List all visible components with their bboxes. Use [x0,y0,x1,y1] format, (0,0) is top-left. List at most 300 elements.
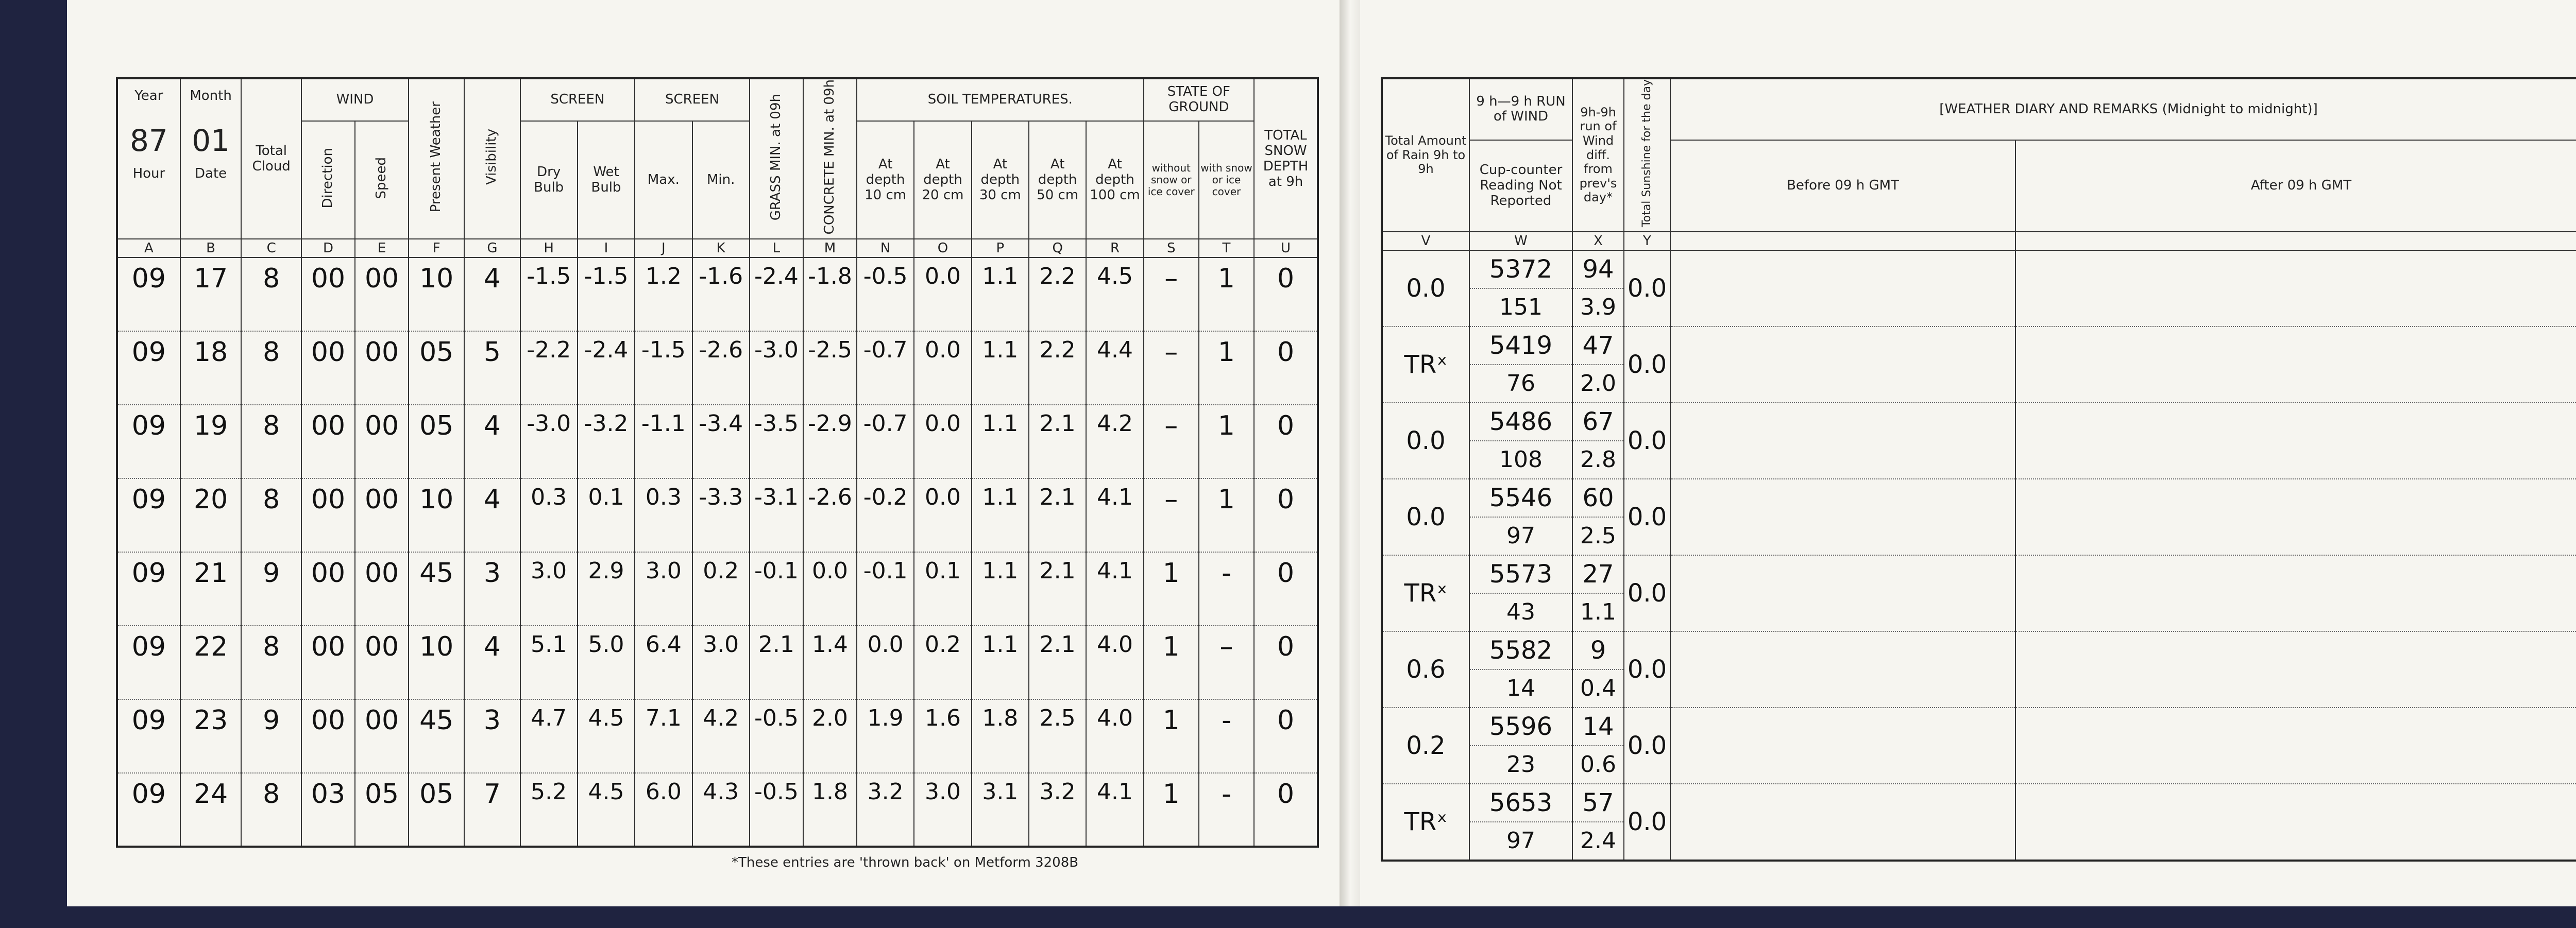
table-cell: 2.1 [750,626,803,699]
table-cell: 4.5 [578,699,635,773]
run-of-wind-cell: 57 [1572,784,1624,822]
run-of-wind-cell: 27 [1572,555,1624,593]
diary-after-cell [2015,326,2576,403]
month-value: 01 [192,123,230,158]
cup-difference-cell: 151 [1469,288,1572,326]
run-of-wind-cell: 47 [1572,326,1624,365]
table-cell: 00 [301,331,355,405]
diary-before-cell [1670,555,2015,631]
rain-cell: 0.2 [1382,708,1469,784]
column-letter: N [857,239,914,257]
table-cell: -1.8 [803,257,857,331]
with-snow-header: with snow or ice cover [1199,121,1254,239]
total-snow-header: TOTAL SNOW DEPTH at 9h [1254,78,1318,239]
table-cell: - [1199,699,1254,773]
soil-50cm-header: At depth 50 cm [1029,121,1086,239]
table-cell: 0.0 [803,552,857,626]
table-row [117,626,1318,699]
sunshine-cell: 0.0 [1624,326,1670,403]
table-cell: 0 [1254,773,1318,847]
table-cell: -3.5 [750,405,803,478]
table-cell: 45 [409,552,464,626]
table-cell: 0.0 [914,405,971,478]
table-cell: -3.0 [520,405,578,478]
column-letter: I [578,239,635,257]
table-cell: 1.4 [803,626,857,699]
run-pencil-cell: 2.5 [1572,517,1624,555]
run-of-wind-cell: 67 [1572,403,1624,441]
table-cell: 3 [464,699,520,773]
table-cell: 4.0 [1086,626,1143,699]
table-cell: 2.1 [1029,626,1086,699]
table-cell: – [1199,626,1254,699]
table-cell: 0.3 [520,478,578,552]
column-letter: B [180,239,242,257]
column-letter: H [520,239,578,257]
column-letter: U [1254,239,1318,257]
table-cell: 21 [180,552,242,626]
sunshine-cell: 0.0 [1624,555,1670,631]
table-cell: 00 [301,405,355,478]
cup-difference-cell: 76 [1469,365,1572,403]
column-letter: X [1572,232,1624,250]
table-cell: 2.2 [1029,331,1086,405]
table-cell: 3.0 [692,626,750,699]
table-cell: 1.1 [972,331,1029,405]
column-letter: Y [1624,232,1670,250]
table-cell: 0.0 [914,257,971,331]
table-cell: 09 [117,773,180,847]
soil-30cm-header: At depth 30 cm [972,121,1029,239]
soil-10cm-header: At depth 10 cm [857,121,914,239]
rain-cell: TRˣ [1382,326,1469,403]
table-cell: 6.4 [635,626,692,699]
table-row [1382,403,2576,441]
table-cell: 4.1 [1086,552,1143,626]
table-cell: 8 [241,626,301,699]
table-cell: 3 [464,552,520,626]
table-cell: -0.2 [857,478,914,552]
table-cell: 1 [1144,552,1199,626]
table-cell: – [1144,478,1199,552]
table-cell: 3.0 [914,773,971,847]
table-row [117,552,1318,626]
table-cell: – [1144,257,1199,331]
table-cell: 4.2 [692,699,750,773]
year-value: 87 [129,123,168,158]
diary-after-cell [2015,708,2576,784]
table-cell: 5.2 [520,773,578,847]
table-cell: 2.1 [1029,478,1086,552]
table-cell: – [1144,331,1199,405]
table-row [117,773,1318,847]
table-cell: 0.0 [914,478,971,552]
table-row [1382,784,2576,822]
table-cell: 05 [409,331,464,405]
table-cell: 2.1 [1029,552,1086,626]
rain-cell: 0.0 [1382,403,1469,479]
diary-before-cell [1670,631,2015,708]
table-cell: 6.0 [635,773,692,847]
cup-counter-cell: 5573 [1469,555,1572,593]
table-cell: -0.5 [857,257,914,331]
column-letter: A [117,239,180,257]
table-cell: -1.5 [578,257,635,331]
table-cell: 23 [180,699,242,773]
right-page [1360,0,2576,906]
table-cell: 1 [1199,405,1254,478]
table-cell: 2.1 [1029,405,1086,478]
table-cell: 09 [117,478,180,552]
total-cloud-header: Total Cloud [241,78,301,239]
table-cell: 0 [1254,257,1318,331]
column-letter: O [914,239,971,257]
rain-wind-diary-table [1381,77,2576,862]
table-cell: 1.8 [803,773,857,847]
table-cell: 0 [1254,699,1318,773]
table-cell: 1.6 [914,699,971,773]
table-row [117,257,1318,331]
table-cell: 09 [117,699,180,773]
rain-cell: 0.6 [1382,631,1469,708]
table-cell: 1.8 [972,699,1029,773]
rain-cell: TRˣ [1382,555,1469,631]
table-row [117,331,1318,405]
diary-after-cell [2015,555,2576,631]
table-cell: 8 [241,773,301,847]
table-cell: 03 [301,773,355,847]
table-cell: -0.7 [857,331,914,405]
soil-100cm-header: At depth 100 cm [1086,121,1143,239]
diary-before-cell [1670,708,2015,784]
cup-difference-cell: 108 [1469,441,1572,479]
table-cell: 00 [301,552,355,626]
table-cell: 0.2 [914,626,971,699]
run-of-wind-cell: 9 [1572,631,1624,669]
visibility-header: Visibility [464,78,520,239]
month-header: Month 01 Date [180,78,242,239]
cup-counter-cell: 5596 [1469,708,1572,746]
table-cell: - [1199,552,1254,626]
table-cell: 4.1 [1086,773,1143,847]
without-snow-header: without snow or ice cover [1144,121,1199,239]
run-pencil-cell: 0.6 [1572,746,1624,784]
table-row [1382,708,2576,746]
run-pencil-cell: 2.4 [1572,822,1624,861]
direction-header: Direction [301,121,355,239]
table-cell: 00 [355,552,409,626]
run-pencil-cell: 2.0 [1572,365,1624,403]
table-cell: 09 [117,257,180,331]
table-cell: -2.6 [692,331,750,405]
table-cell: 00 [355,699,409,773]
table-cell: 4.5 [1086,257,1143,331]
table-cell: -0.5 [750,699,803,773]
before-09h-header: Before 09 h GMT [1670,140,2015,232]
table-cell: 2.9 [578,552,635,626]
rain-cell: TRˣ [1382,784,1469,861]
table-cell: 3.0 [520,552,578,626]
table-cell: -0.1 [750,552,803,626]
table-cell: 09 [117,331,180,405]
table-cell: 4.3 [692,773,750,847]
table-cell: 00 [355,626,409,699]
run-pencil-cell: 2.8 [1572,441,1624,479]
table-cell: -2.4 [750,257,803,331]
diary-after-cell [2015,403,2576,479]
table-cell: -0.1 [857,552,914,626]
table-cell: -3.0 [750,331,803,405]
table-cell: 00 [355,257,409,331]
run-diff-header: 9h-9h run of Wind diff. from prev's day* [1572,78,1624,232]
table-cell: -3.4 [692,405,750,478]
table-cell: 00 [355,478,409,552]
run-of-wind-header: 9 h—9 h RUN of WIND [1469,78,1572,140]
cup-counter-header: Cup-counter Reading Not Reported [1469,140,1572,232]
grass-min-header: GRASS MIN. at 09h [750,78,803,239]
observation-table [116,77,1319,848]
table-cell: 5.1 [520,626,578,699]
column-letter: G [464,239,520,257]
table-cell: 0.2 [692,552,750,626]
table-cell: 3.0 [635,552,692,626]
table-cell: 3.2 [857,773,914,847]
diary-after-cell [2015,631,2576,708]
table-cell: 1 [1199,257,1254,331]
diary-before-cell [1670,250,2015,326]
min-header: Min. [692,121,750,239]
table-cell: 4.2 [1086,405,1143,478]
table-cell: 1.1 [972,552,1029,626]
table-row [1382,250,2576,288]
table-cell: 1 [1199,331,1254,405]
cup-difference-cell: 97 [1469,822,1572,861]
table-cell: 3.2 [1029,773,1086,847]
table-cell: 0 [1254,478,1318,552]
dry-bulb-header: Dry Bulb [520,121,578,239]
column-letter-row [1382,232,2576,250]
table-row [117,405,1318,478]
column-letter-row [117,239,1318,257]
table-cell: 09 [117,405,180,478]
sunshine-cell: 0.0 [1624,631,1670,708]
table-cell: 4.4 [1086,331,1143,405]
table-cell: 3.1 [972,773,1029,847]
table-cell: 0.0 [914,331,971,405]
table-row [1382,479,2576,517]
table-cell: 0 [1254,405,1318,478]
column-letter: Q [1029,239,1086,257]
table-cell: 05 [355,773,409,847]
observation-rows [117,257,1318,847]
cup-difference-cell: 14 [1469,669,1572,708]
sunshine-cell: 0.0 [1624,250,1670,326]
table-cell: 1.1 [972,626,1029,699]
diary-before-cell [1670,403,2015,479]
total-rain-header: Total Amount of Rain 9h to 9h [1382,78,1469,232]
table-cell: -1.1 [635,405,692,478]
cup-difference-cell: 97 [1469,517,1572,555]
diary-after-cell [2015,479,2576,555]
wind-header: WIND [301,78,409,121]
diary-before-cell [1670,479,2015,555]
table-cell: 0.3 [635,478,692,552]
table-cell: 1 [1144,699,1199,773]
table-cell: 10 [409,257,464,331]
table-cell: 4.1 [1086,478,1143,552]
cup-counter-cell: 5372 [1469,250,1572,288]
table-cell: 00 [301,257,355,331]
table-cell: -1.6 [692,257,750,331]
table-cell: 2.0 [803,699,857,773]
cup-counter-cell: 5582 [1469,631,1572,669]
sunshine-cell: 0.0 [1624,708,1670,784]
rain-cell: 0.0 [1382,479,1469,555]
table-cell: 05 [409,773,464,847]
sunshine-cell: 0.0 [1624,479,1670,555]
table-cell: 5 [464,331,520,405]
table-cell: 8 [241,257,301,331]
table-cell: -3.1 [750,478,803,552]
table-cell: 4 [464,626,520,699]
run-pencil-cell: 0.4 [1572,669,1624,708]
run-of-wind-cell: 14 [1572,708,1624,746]
run-pencil-cell: 1.1 [1572,593,1624,631]
speed-header: Speed [355,121,409,239]
table-cell: 1 [1144,773,1199,847]
table-cell: 18 [180,331,242,405]
table-cell: 4.7 [520,699,578,773]
table-cell: 4 [464,257,520,331]
table-cell: 10 [409,478,464,552]
wet-bulb-header: Wet Bulb [578,121,635,239]
table-cell: 0.1 [914,552,971,626]
table-cell: 0.1 [578,478,635,552]
column-letter: L [750,239,803,257]
table-cell: 8 [241,331,301,405]
table-cell: 09 [117,552,180,626]
table-cell: -0.7 [857,405,914,478]
table-cell: -2.5 [803,331,857,405]
footnote: *These entries are 'thrown back' on Metform 3208B [732,855,1079,870]
table-cell: 9 [241,552,301,626]
diary-before-cell [1670,326,2015,403]
table-cell: 0 [1254,331,1318,405]
sunshine-cell: 0.0 [1624,784,1670,861]
column-letter: V [1382,232,1469,250]
table-row [117,699,1318,773]
present-weather-header: Present Weather [409,78,464,239]
table-cell: -3.2 [578,405,635,478]
rain-cell: 0.0 [1382,250,1469,326]
run-of-wind-cell: 60 [1572,479,1624,517]
table-cell: 45 [409,699,464,773]
table-cell: 0 [1254,626,1318,699]
table-cell: 8 [241,478,301,552]
table-cell: 17 [180,257,242,331]
table-cell: -2.9 [803,405,857,478]
table-cell: -2.6 [803,478,857,552]
table-cell: 7.1 [635,699,692,773]
max-header: Max. [635,121,692,239]
table-cell: 1.2 [635,257,692,331]
column-letter: T [1199,239,1254,257]
table-cell: 4 [464,405,520,478]
table-cell: 1.1 [972,478,1029,552]
table-cell: 1 [1144,626,1199,699]
table-cell: 00 [355,405,409,478]
table-cell: 8 [241,405,301,478]
column-letter: F [409,239,464,257]
table-cell: 05 [409,405,464,478]
table-cell: -1.5 [520,257,578,331]
table-cell: 20 [180,478,242,552]
table-cell: -1.5 [635,331,692,405]
rain-wind-rows [1382,250,2576,861]
screen-header: SCREEN [520,78,635,121]
run-pencil-cell: 3.9 [1572,288,1624,326]
table-cell: 1.1 [972,405,1029,478]
state-of-ground-header: STATE OF GROUND [1144,78,1254,121]
table-cell: 0.0 [857,626,914,699]
table-cell: 24 [180,773,242,847]
cup-counter-cell: 5653 [1469,784,1572,822]
cup-counter-cell: 5546 [1469,479,1572,517]
sunshine-header: Total Sunshine for the day [1624,78,1670,232]
weather-diary-header: [WEATHER DIARY AND REMARKS (Midnight to midnight)] [1670,78,2576,140]
soil-20cm-header: At depth 20 cm [914,121,971,239]
after-09h-header: After 09 h GMT [2015,140,2576,232]
table-cell: 10 [409,626,464,699]
table-row [1382,631,2576,669]
diary-after-cell [2015,250,2576,326]
column-letter: E [355,239,409,257]
column-letter-blank [2015,232,2576,250]
cup-counter-cell: 5419 [1469,326,1572,365]
table-cell: -0.5 [750,773,803,847]
table-cell: 22 [180,626,242,699]
table-cell: 7 [464,773,520,847]
concrete-min-header: CONCRETE MIN. at 09h [803,78,857,239]
table-cell: -2.4 [578,331,635,405]
column-letter: K [692,239,750,257]
table-cell: 4.5 [578,773,635,847]
table-cell: 1.9 [857,699,914,773]
soil-temperatures-header: SOIL TEMPERATURES. [857,78,1144,121]
table-cell: 1.1 [972,257,1029,331]
table-cell: 09 [117,626,180,699]
table-cell: -3.3 [692,478,750,552]
table-cell: 5.0 [578,626,635,699]
table-cell: 00 [301,478,355,552]
column-letter: P [972,239,1029,257]
column-letter: S [1144,239,1199,257]
column-letter: D [301,239,355,257]
table-row [117,478,1318,552]
table-row [1382,555,2576,593]
table-cell: 00 [301,699,355,773]
table-cell: 19 [180,405,242,478]
table-cell: 2.5 [1029,699,1086,773]
table-cell: 4 [464,478,520,552]
table-cell: 0 [1254,552,1318,626]
table-cell: 2.2 [1029,257,1086,331]
table-cell: -2.2 [520,331,578,405]
left-page [67,0,1350,906]
cup-counter-cell: 5486 [1469,403,1572,441]
cup-difference-cell: 23 [1469,746,1572,784]
table-row [1382,326,2576,365]
